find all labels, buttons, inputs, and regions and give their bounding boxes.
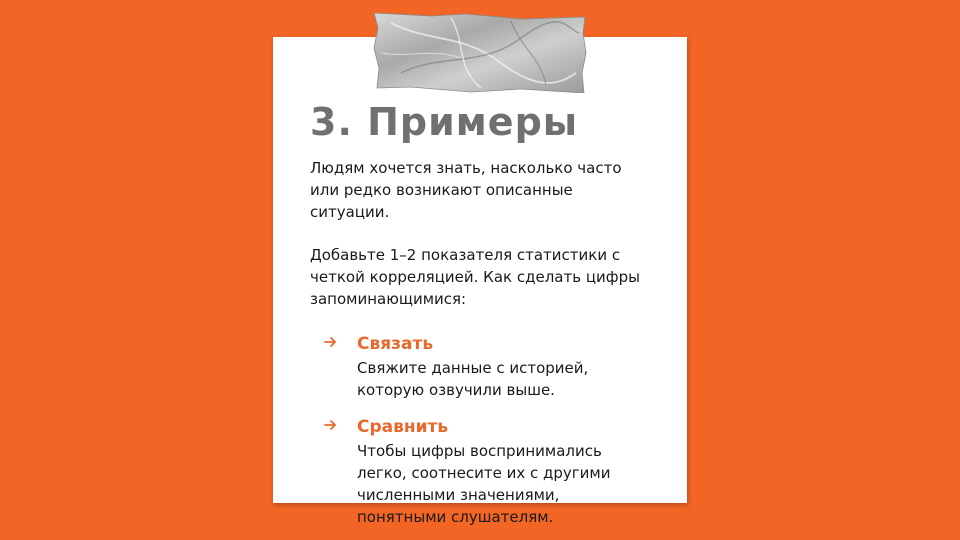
duct-tape-image xyxy=(371,13,587,93)
intro-paragraph: Людям хочется знать, насколько часто или редко возникают описанные ситуации. xyxy=(310,159,622,221)
list-item-text: Свяжите данные с историей, которую озвучили выше. xyxy=(357,359,589,399)
arrow-right-icon xyxy=(324,418,338,432)
slide-title: 3. Примеры xyxy=(310,100,579,144)
list-item-title: Связать xyxy=(357,334,434,354)
statistics-paragraph: Добавьте 1–2 показателя статистики с четкой корреляцией. Как сделать цифры запоминающимися: xyxy=(310,246,640,308)
list-item-text: Чтобы цифры воспринимались легко, соотнесите их с другими численными значениями, понятными слушателям. xyxy=(357,442,611,526)
arrow-right-icon xyxy=(324,335,338,349)
list-item-title: Сравнить xyxy=(357,417,449,437)
